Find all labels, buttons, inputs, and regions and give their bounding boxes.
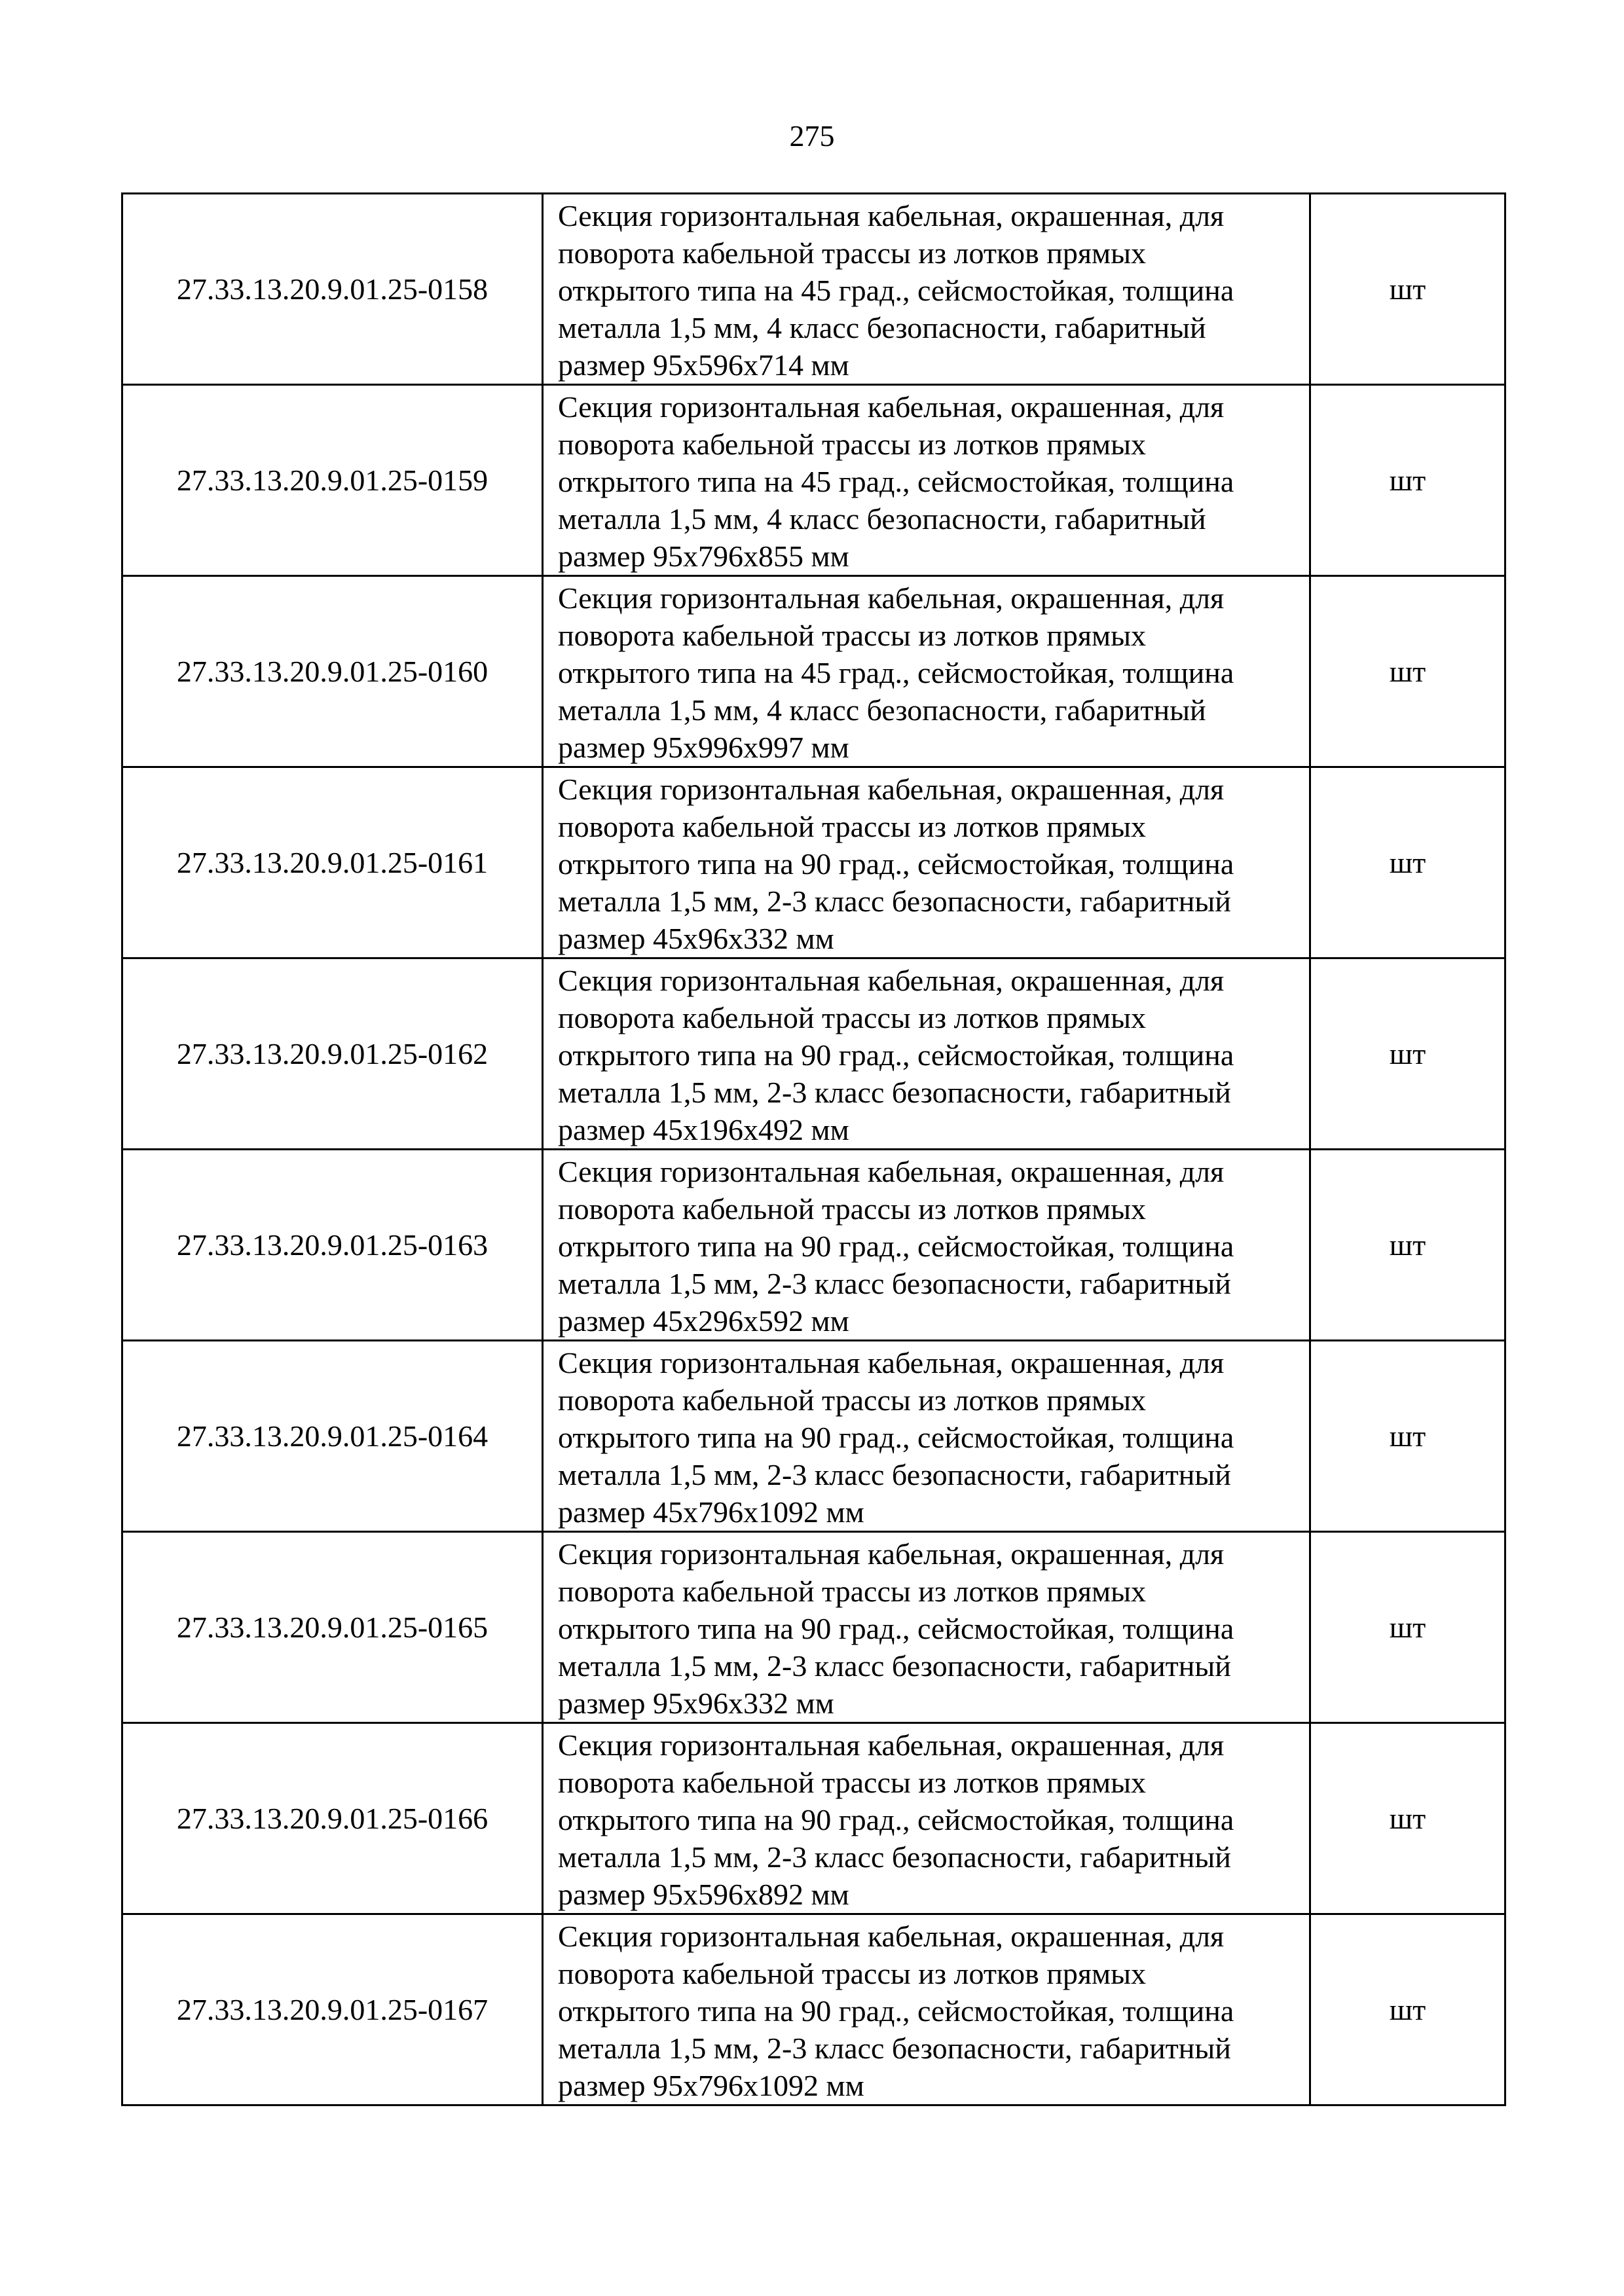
description-line: поворота кабельной трассы из лотков прямых: [558, 1192, 1147, 1226]
resource-code: 27.33.13.20.9.01.25-0165: [122, 1532, 543, 1723]
description-line: поворота кабельной трассы из лотков прямых: [558, 619, 1147, 652]
description-line: металла 1,5 мм, 4 класс безопасности, габаритный: [558, 502, 1206, 536]
resource-description: [543, 1341, 1310, 1532]
resource-unit: шт: [1310, 1341, 1505, 1532]
description-line: размер 95х596х714 мм: [558, 348, 849, 382]
description-line: размер 45х796х1092 мм: [558, 1495, 864, 1529]
resource-code: 27.33.13.20.9.01.25-0164: [122, 1341, 543, 1532]
description-line: металла 1,5 мм, 4 класс безопасности, габаритный: [558, 693, 1206, 727]
description-line: Секция горизонтальная кабельная, окрашенная, для: [558, 1346, 1225, 1379]
resource-unit: шт: [1310, 767, 1505, 958]
description-line: Секция горизонтальная кабельная, окрашенная, для: [558, 199, 1225, 232]
description-line: поворота кабельной трассы из лотков прямых: [558, 1766, 1147, 1799]
description-line: поворота кабельной трассы из лотков прямых: [558, 1575, 1147, 1608]
description-line: металла 1,5 мм, 2-3 класс безопасности, габаритный: [558, 2032, 1231, 2065]
resource-unit: шт: [1310, 1532, 1505, 1723]
description-line: поворота кабельной трассы из лотков прямых: [558, 428, 1147, 461]
resource-description: [543, 1532, 1310, 1723]
resource-table-body: [122, 194, 1505, 2105]
description-line: открытого типа на 90 град., сейсмостойкая, толщина: [558, 1994, 1234, 2028]
description-line: Секция горизонтальная кабельная, окрашенная, для: [558, 964, 1225, 997]
description-line: размер 95х796х1092 мм: [558, 2069, 864, 2102]
resource-code: 27.33.13.20.9.01.25-0159: [122, 385, 543, 576]
description-line: размер 45х96х332 мм: [558, 922, 834, 955]
resource-unit: шт: [1310, 194, 1505, 385]
resource-code: 27.33.13.20.9.01.25-0158: [122, 194, 543, 385]
description-line: поворота кабельной трассы из лотков прямых: [558, 236, 1147, 270]
resource-unit: шт: [1310, 1723, 1505, 1914]
description-line: металла 1,5 мм, 2-3 класс безопасности, габаритный: [558, 1840, 1231, 1874]
description-line: открытого типа на 45 град., сейсмостойкая, толщина: [558, 274, 1234, 307]
resource-unit: шт: [1310, 576, 1505, 767]
resource-description: [543, 767, 1310, 958]
resource-unit: шт: [1310, 1914, 1505, 2105]
resource-code: 27.33.13.20.9.01.25-0167: [122, 1914, 543, 2105]
description-line: поворота кабельной трассы из лотков прямых: [558, 810, 1147, 843]
table-row: [122, 958, 1505, 1150]
description-line: открытого типа на 45 град., сейсмостойкая, толщина: [558, 656, 1234, 689]
description-line: размер 95х996х997 мм: [558, 731, 849, 764]
table-row: [122, 1341, 1505, 1532]
description-line: Секция горизонтальная кабельная, окрашенная, для: [558, 773, 1225, 806]
description-line: размер 45х196х492 мм: [558, 1113, 849, 1146]
table-row: [122, 1532, 1505, 1723]
description-line: открытого типа на 90 град., сейсмостойкая, толщина: [558, 847, 1234, 881]
table-row: [122, 1914, 1505, 2105]
resource-code: 27.33.13.20.9.01.25-0161: [122, 767, 543, 958]
resource-description: [543, 576, 1310, 767]
resource-description: [543, 1723, 1310, 1914]
description-line: Секция горизонтальная кабельная, окрашенная, для: [558, 390, 1225, 424]
description-line: Секция горизонтальная кабельная, окрашенная, для: [558, 1155, 1225, 1188]
description-line: размер 95х796х855 мм: [558, 539, 849, 573]
description-line: открытого типа на 90 град., сейсмостойкая, толщина: [558, 1421, 1234, 1454]
resource-unit: шт: [1310, 385, 1505, 576]
resource-description: [543, 385, 1310, 576]
resource-unit: шт: [1310, 1150, 1505, 1341]
description-line: металла 1,5 мм, 2-3 класс безопасности, габаритный: [558, 1267, 1231, 1300]
description-line: поворота кабельной трассы из лотков прямых: [558, 1957, 1147, 1990]
description-line: металла 1,5 мм, 2-3 класс безопасности, габаритный: [558, 1076, 1231, 1109]
resource-description: [543, 1150, 1310, 1341]
description-line: поворота кабельной трассы из лотков прямых: [558, 1383, 1147, 1417]
resource-unit: шт: [1310, 958, 1505, 1150]
page-number: 275: [789, 119, 835, 153]
table-row: [122, 767, 1505, 958]
description-line: открытого типа на 90 град., сейсмостойкая, толщина: [558, 1230, 1234, 1263]
resource-code: 27.33.13.20.9.01.25-0162: [122, 958, 543, 1150]
description-line: Секция горизонтальная кабельная, окрашенная, для: [558, 1920, 1225, 1953]
table-row: [122, 385, 1505, 576]
resource-table: [121, 192, 1506, 2106]
description-line: размер 95х596х892 мм: [558, 1878, 849, 1911]
description-line: Секция горизонтальная кабельная, окрашенная, для: [558, 1537, 1225, 1571]
table-row: [122, 1723, 1505, 1914]
description-line: металла 1,5 мм, 4 класс безопасности, габаритный: [558, 311, 1206, 344]
description-line: открытого типа на 45 град., сейсмостойкая, толщина: [558, 465, 1234, 498]
description-line: открытого типа на 90 град., сейсмостойкая, толщина: [558, 1612, 1234, 1645]
table-row: [122, 1150, 1505, 1341]
description-line: металла 1,5 мм, 2-3 класс безопасности, габаритный: [558, 884, 1231, 918]
resource-description: [543, 1914, 1310, 2105]
description-line: металла 1,5 мм, 2-3 класс безопасности, габаритный: [558, 1649, 1231, 1683]
resource-code: 27.33.13.20.9.01.25-0163: [122, 1150, 543, 1341]
description-line: размер 45х296х592 мм: [558, 1304, 849, 1338]
description-line: металла 1,5 мм, 2-3 класс безопасности, габаритный: [558, 1458, 1231, 1491]
table-row: [122, 194, 1505, 385]
resource-code: 27.33.13.20.9.01.25-0166: [122, 1723, 543, 1914]
description-line: Секция горизонтальная кабельная, окрашенная, для: [558, 581, 1225, 615]
description-line: размер 95х96х332 мм: [558, 1686, 834, 1720]
description-line: открытого типа на 90 град., сейсмостойкая, толщина: [558, 1038, 1234, 1072]
resource-code: 27.33.13.20.9.01.25-0160: [122, 576, 543, 767]
resource-description: [543, 194, 1310, 385]
resource-description: [543, 958, 1310, 1150]
description-line: Секция горизонтальная кабельная, окрашенная, для: [558, 1728, 1225, 1762]
table-row: [122, 576, 1505, 767]
description-line: открытого типа на 90 град., сейсмостойкая, толщина: [558, 1803, 1234, 1836]
description-line: поворота кабельной трассы из лотков прямых: [558, 1001, 1147, 1034]
